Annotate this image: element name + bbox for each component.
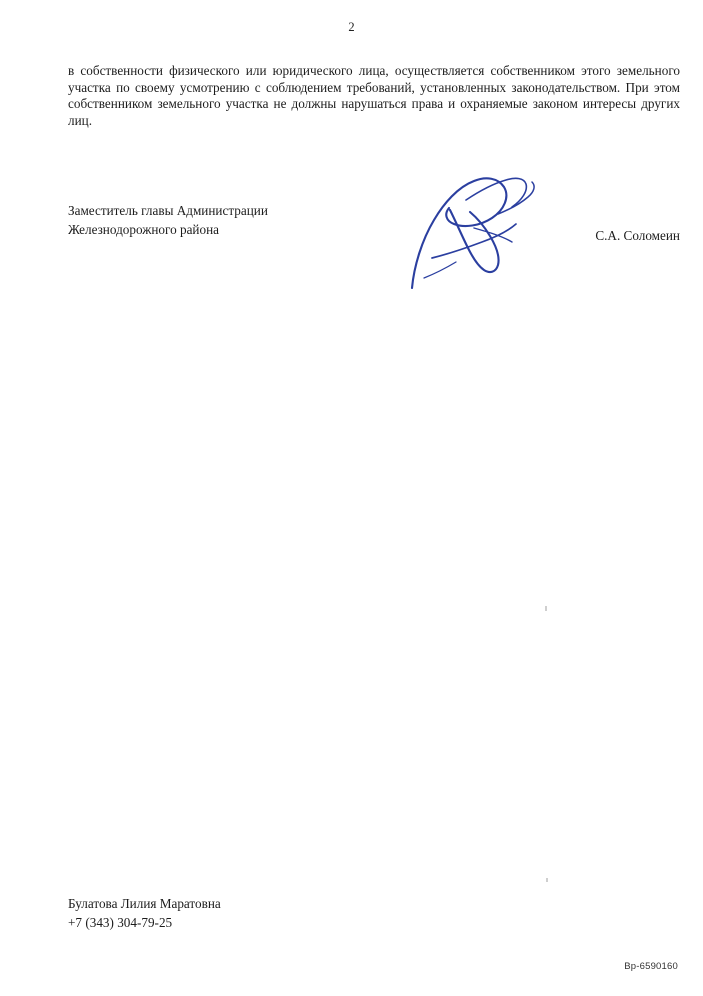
page-number: 2	[348, 20, 355, 34]
document-code: Вр-6590160	[624, 961, 678, 972]
body-paragraph-text: в собственности физического или юридического лица, осуществляется собственником этого земельного участка по своему усмотрению с соблюдением требований, установленных законодательством. При этом собственником земельного участка не должны нарушаться права и охраняемые законом интересы других лиц.	[68, 63, 680, 128]
signer-name: С.А. Соломеин	[595, 228, 680, 243]
contact-block	[68, 894, 221, 932]
signer-role-line-1: Заместитель главы Администрации	[68, 203, 268, 218]
signature-block	[68, 201, 680, 261]
page-speck	[545, 606, 547, 611]
signer-role	[68, 201, 398, 239]
page-speck	[546, 878, 548, 882]
contact-name: Булатова Лилия Маратовна	[68, 896, 221, 911]
contact-phone: +7 (343) 304-79-25	[68, 915, 173, 930]
signer-role-line-2: Железнодорожного района	[68, 222, 219, 237]
body-paragraph	[68, 63, 680, 129]
